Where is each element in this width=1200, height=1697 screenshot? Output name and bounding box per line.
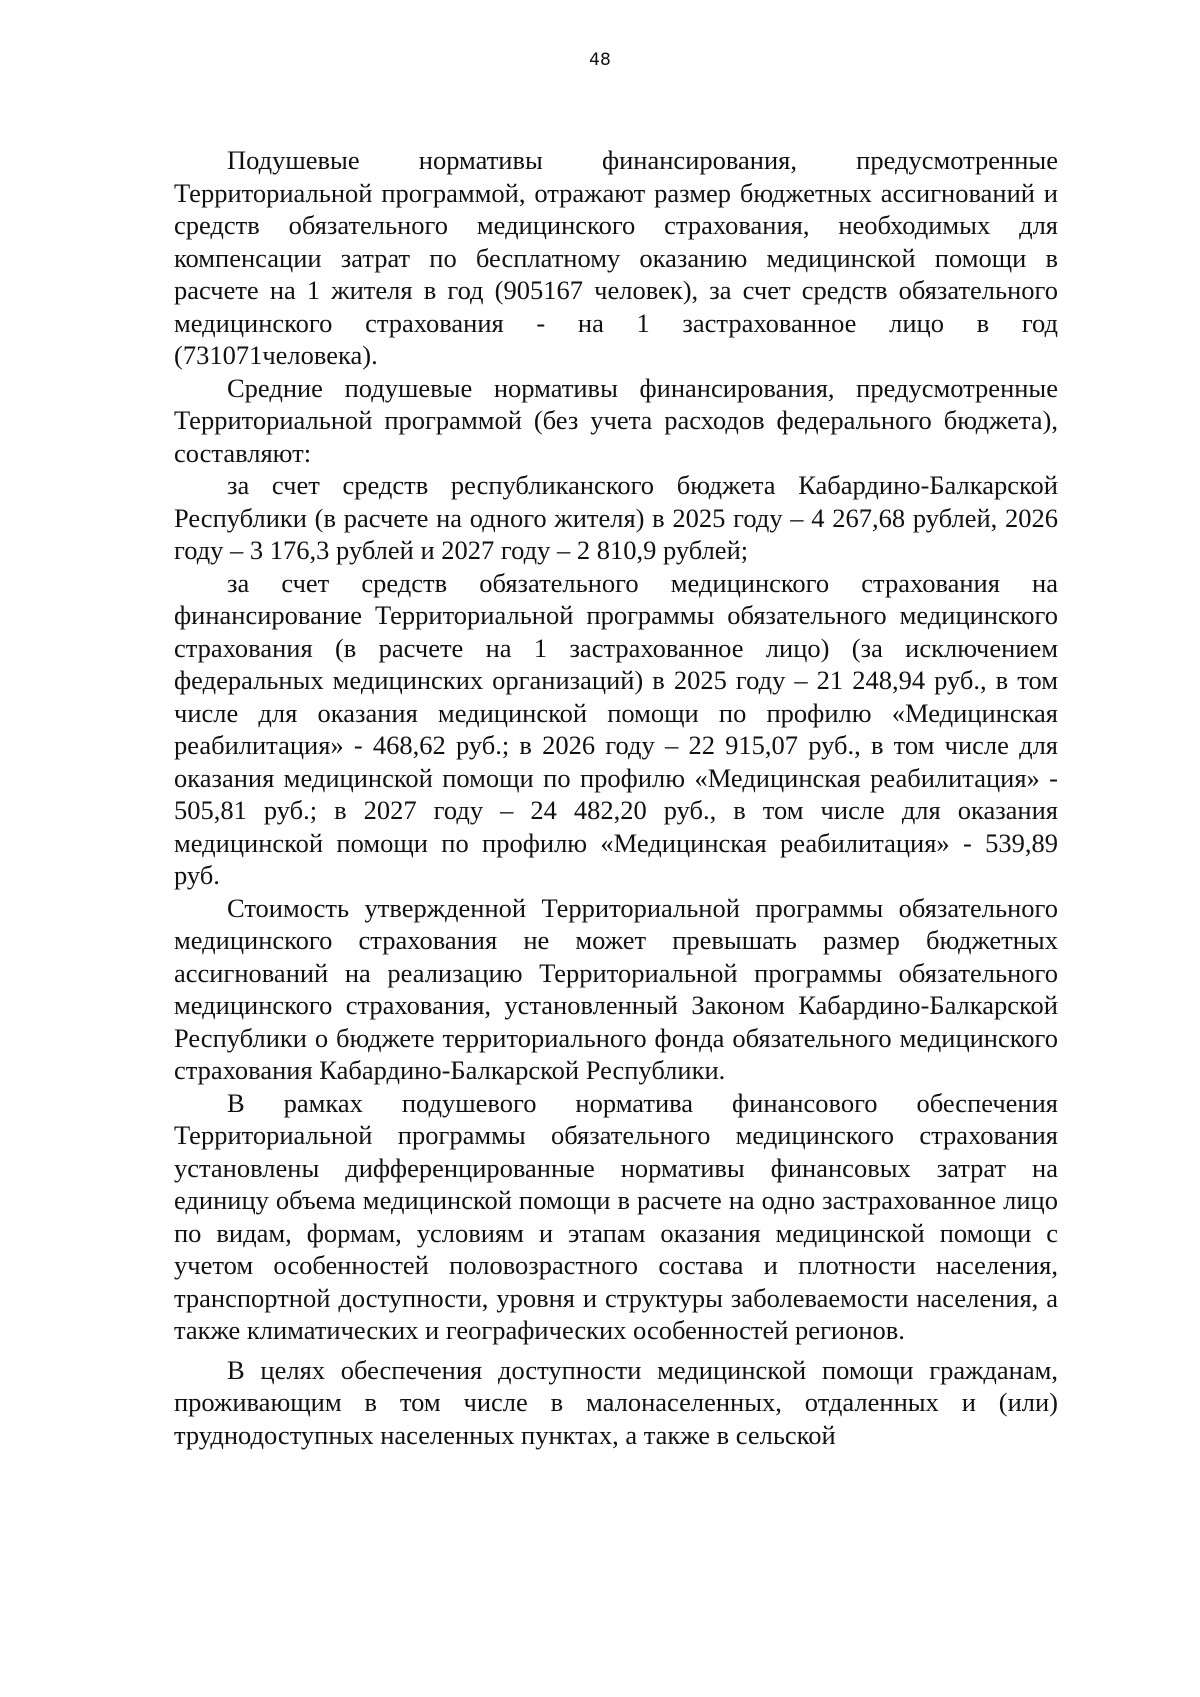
document-body [174, 144, 1058, 1451]
paragraph-program-cost: Стоимость утвержденной Территориальной программы обязательного медицинского страхования не может превышать размер бюджетных ассигнований на реализацию Территориальной программы обязательного медицинского страхования, установленный Законом Кабардино-Балкарской Республики о бюджете территориального фонда обязательного медицинского страхования Кабардино-Балкарской Республики. [174, 892, 1058, 1085]
paragraph-per-capita-standards: Подушевые нормативы финансирования, предусмотренные Территориальной программой, отражают размер бюджетных ассигнований и средств обязательного медицинского страхования, необходимых для компенсации затрат по бесплатному оказанию медицинской помощи в расчете на 1 жителя в год (905167 человек), за счет средств обязательного медицинского страхования - на 1 застрахованное лицо в год (731071человека). [174, 145, 1058, 370]
page-number: 48 [589, 50, 611, 70]
paragraph-accessibility: В целях обеспечения доступности медицинской помощи гражданам, проживающим в том числе в малонаселенных, отдаленных и (или) труднодоступных населенных пунктах, а также в сельской [174, 1354, 1058, 1450]
paragraph-differentiated-standards: В рамках подушевого норматива финансового обеспечения Территориальной программы обязательного медицинского страхования установлены дифференцированные нормативы финансовых затрат на единицу объема медицинской помощи в расчете на одно застрахованное лицо по видам, формам, условиям и этапам оказания медицинской помощи с учетом особенностей половозрастного состава и плотности населения, транспортной доступности, уровня и структуры заболеваемости населения, а также климатических и географических особенностей регионов. [174, 1087, 1058, 1345]
paragraph-average-standards: Средние подушевые нормативы финансирования, предусмотренные Территориальной программой (без учета расходов федерального бюджета), составляют: [174, 372, 1058, 468]
paragraph-oms-funding: за счет средств обязательного медицинского страхования на финансирование Территориальной программы обязательного медицинского страхования (в расчете на 1 застрахованное лицо) (за исключением федеральных медицинских организаций) в 2025 году – 21 248,94 руб., в том числе для оказания медицинской помощи по профилю «Медицинская реабилитация» - 468,62 руб.; в 2026 году – 22 915,07 руб., в том числе для оказания медицинской помощи по профилю «Медицинская реабилитация» - 505,81 руб.; в 2027 году – 24 482,20 руб., в том числе для оказания медицинской помощи по профилю «Медицинская реабилитация» - 539,89 руб. [174, 567, 1058, 890]
paragraph-republican-budget: за счет средств республиканского бюджета Кабардино-Балкарской Республики (в расчете на одного жителя) в 2025 году – 4 267,68 рублей, 2026 году – 3 176,3 рублей и 2027 году – 2 810,9 рублей; [174, 470, 1058, 565]
